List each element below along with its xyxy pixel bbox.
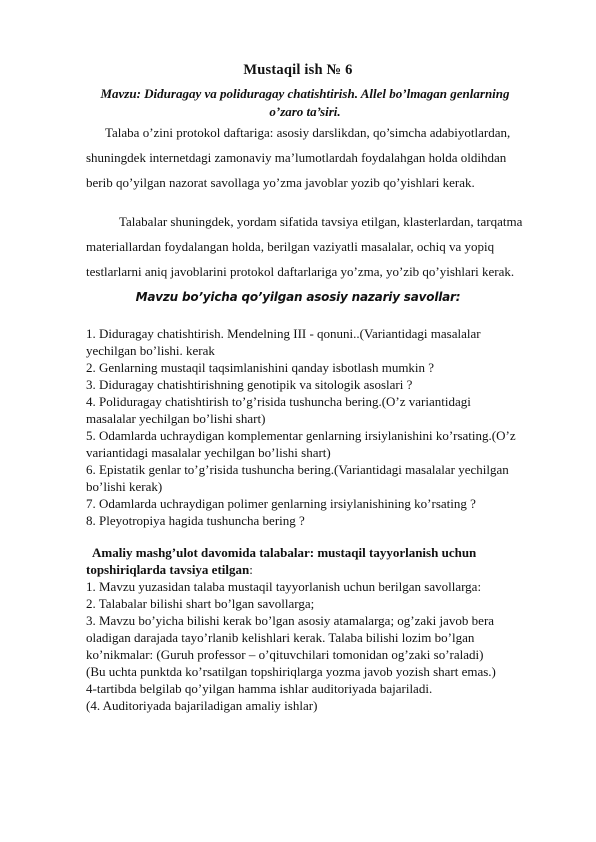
list-item: 3. Mavzu bo’yicha bilishi kerak bo’lgan asosiy atamalarga; og’zaki javob bera [86, 613, 495, 628]
practical-section [86, 544, 566, 714]
questions-heading: Mavzu bo’yicha qo’yilgan asosiy nazariy savollar: [135, 290, 461, 304]
paragraph-line: Talabalar shuningdek, yordam sifatida tavsiya etilgan, klasterlardan, tarqatma [119, 214, 523, 229]
practical-heading-colon: : [249, 562, 253, 577]
list-item: oladigan darajada tayo’rlanib kelishlari kerak. Talaba bilishi lozim bo’lgan [86, 630, 475, 645]
list-item: 5. Odamlarda uchraydigan komplementar genlarning irsiylanishini ko’rsating.(O’z [86, 428, 516, 443]
paragraph-line: berib qo’yilgan nazorat savollaga yo’zma javoblar yozib qo’yishlari kerak. [86, 175, 475, 190]
practical-heading-text: topshiriqlarda tavsiya etilgan [86, 562, 250, 577]
list-item: 7. Odamlarda uchraydigan polimer genlarning irsiylanishining ko’rsating ? [86, 496, 476, 511]
questions-list [86, 325, 566, 529]
list-item: variantidagi masalalar yechilgan bo’lishi shart) [86, 445, 331, 460]
list-item: (4. Auditoriyada bajariladigan amaliy ishlar) [86, 698, 318, 713]
list-item: 3. Diduragay chatishtirishning genotipik va sitologik asoslari ? [86, 377, 413, 392]
list-item: ko’nikmalar: (Guruh professor – o’qituvchilari tomonidan og’zaki so’raladi) [86, 647, 484, 662]
practical-heading-line-2 [86, 561, 566, 578]
list-item: 6. Epistatik genlar to’g’risida tushuncha bering.(Variantidagi masalalar yechilgan [86, 462, 509, 477]
paragraph-line: shuningdek internetdagi zamonaviy ma’lumotlardah foydalahgan holda oldihdan [86, 150, 507, 165]
intro-paragraph-1 [86, 120, 556, 195]
intro-paragraph-2 [86, 209, 556, 284]
list-item: 2. Talabalar bilishi shart bo’lgan savollarga; [86, 596, 315, 611]
list-item: 2. Genlarning mustaqil taqsimlanishini qanday isbotlash mumkin ? [86, 360, 435, 375]
list-item: yechilgan bo’lishi. kerak [86, 343, 215, 358]
paragraph-line: testlarlarni aniq javoblarini protokol daftarlariga yo’zma, yo’zib qo’yishlari kerak. [86, 264, 515, 279]
topic-heading [90, 85, 520, 121]
list-item: bo’lishi kerak) [86, 479, 163, 494]
list-item: 4-tartibda belgilab qo’yilgan hamma ishlar auditoriyada bajariladi. [86, 681, 433, 696]
paragraph-line: Talaba o’zini protokol daftariga: asosiy darslikdan, qo’simcha adabiyotlardan, [105, 125, 511, 140]
document-title: Mustaqil ish № 6 [243, 62, 353, 78]
list-item: 1. Diduragay chatishtirish. Mendelning III - qonuni..(Variantidagi masalalar [86, 326, 481, 341]
list-item: (Bu uchta punktda ko’rsatilgan topshiriqlarga yozma javob yozish shart emas.) [86, 664, 496, 679]
list-item: 8. Pleyotropiya hagida tushuncha bering ? [86, 513, 305, 528]
practical-heading-line-1: Amaliy mashg’ulot davomida talabalar: mustaqil tayyorlanish uchun [92, 545, 477, 560]
list-item: 1. Mavzu yuzasidan talaba mustaqil tayyorlanish uchun berilgan savollarga: [86, 579, 482, 594]
topic-line-1: Mavzu: Diduragay va poliduragay chatishtirish. Allel bo’lmagan genlarning [100, 86, 510, 101]
topic-line-2: o’zaro ta’siri. [269, 104, 341, 119]
list-item: 4. Poliduragay chatishtirish to’g’risida tushuncha bering.(O’z variantidagi [86, 394, 471, 409]
paragraph-line: materiallardan foydalangan holda, berilgan vaziyatli masalalar, ochiq va yopiq [86, 239, 495, 254]
list-item: masalalar yechilgan bo’lishi shart) [86, 411, 266, 426]
